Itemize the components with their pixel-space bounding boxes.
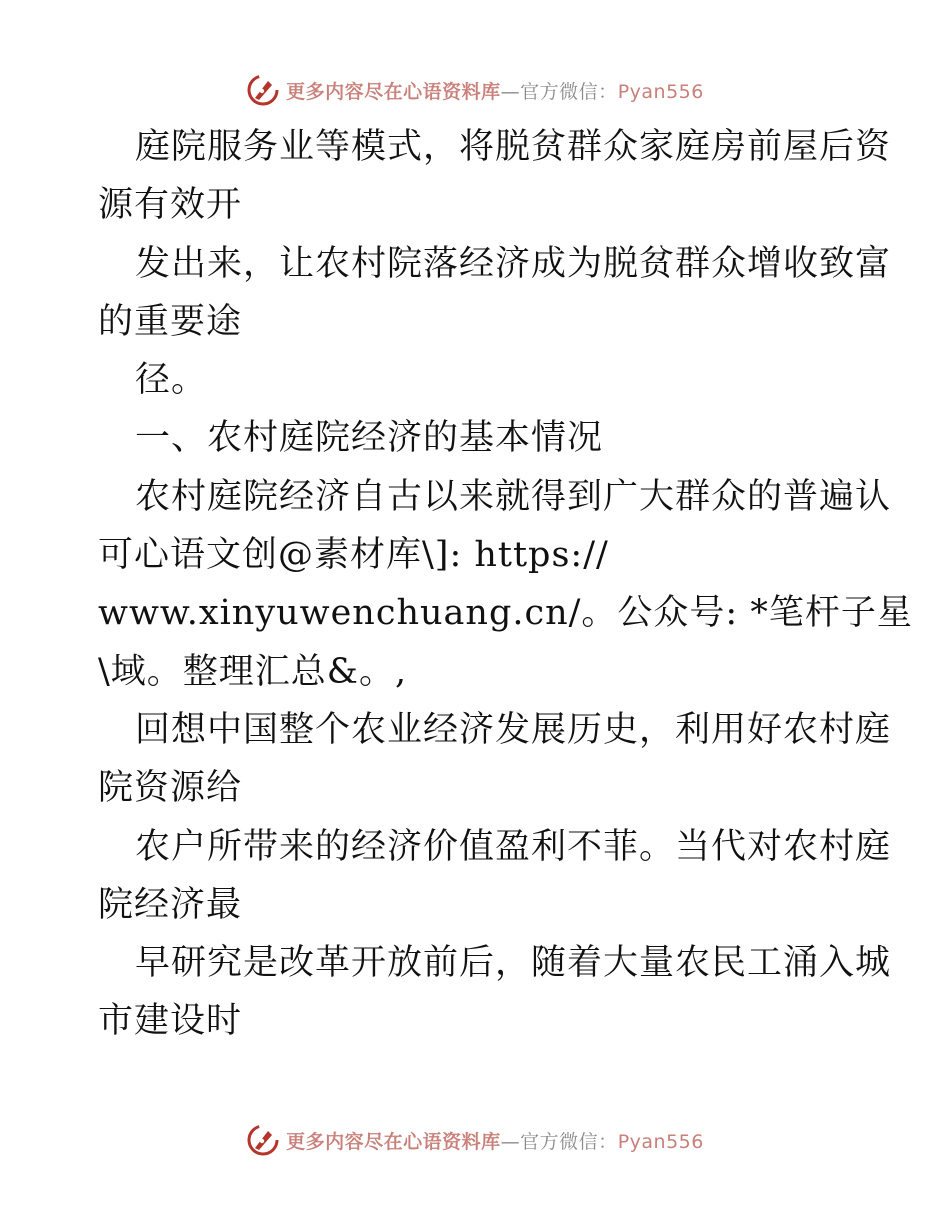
body-line: 发出来，让农村院落经济成为脱贫群众增收致富 [135,243,892,284]
banner-site-name: 更多内容尽在心语资料库 [286,1130,501,1153]
header-banner [0,70,950,110]
body-line: 院经济最 [98,884,243,925]
body-line: 庭院服务业等模式，将脱贫群众家庭房前屋后资 [135,127,892,167]
banner-wechat-label: —官方微信： [500,1130,618,1153]
banner-wechat-label: —官方微信： [500,80,618,103]
pen-nib-logo-icon [246,73,280,107]
banner-wechat-id: Pyan556 [617,80,704,103]
section-heading: 一、农村庭院经济的基本情况 [135,418,604,459]
body-line: 农户所带来的经济价值盈利不菲。当代对农村庭 [135,826,892,867]
body-line: 早研究是改革开放前后，随着大量农民工涌入城 [135,943,892,984]
body-line: \域。整理汇总&。, [98,651,408,692]
body-line: 院资源给 [98,768,243,809]
body-line: 径。 [135,360,208,401]
banner-site-name: 更多内容尽在心语资料库 [286,80,501,103]
body-line: 可心语文创@素材库\]: https:// [98,535,609,576]
body-line: 源有效开 [98,185,243,226]
body-line: 农村庭院经济自古以来就得到广大群众的普遍认 [135,476,892,517]
body-line: 回想中国整个农业经济发展历史，利用好农村庭 [135,709,892,750]
pen-nib-logo-icon [246,1123,280,1157]
document-body [98,118,913,1051]
body-line: www.xinyuwenchuang.cn/。公众号: *笔杆子星 [98,593,913,634]
header-banner-text [286,77,704,104]
banner-wechat-id: Pyan556 [617,1130,704,1153]
footer-banner-text [286,1127,704,1154]
footer-banner [0,1120,950,1160]
body-line: 市建设时 [98,1001,243,1042]
body-line: 的重要途 [98,301,243,342]
